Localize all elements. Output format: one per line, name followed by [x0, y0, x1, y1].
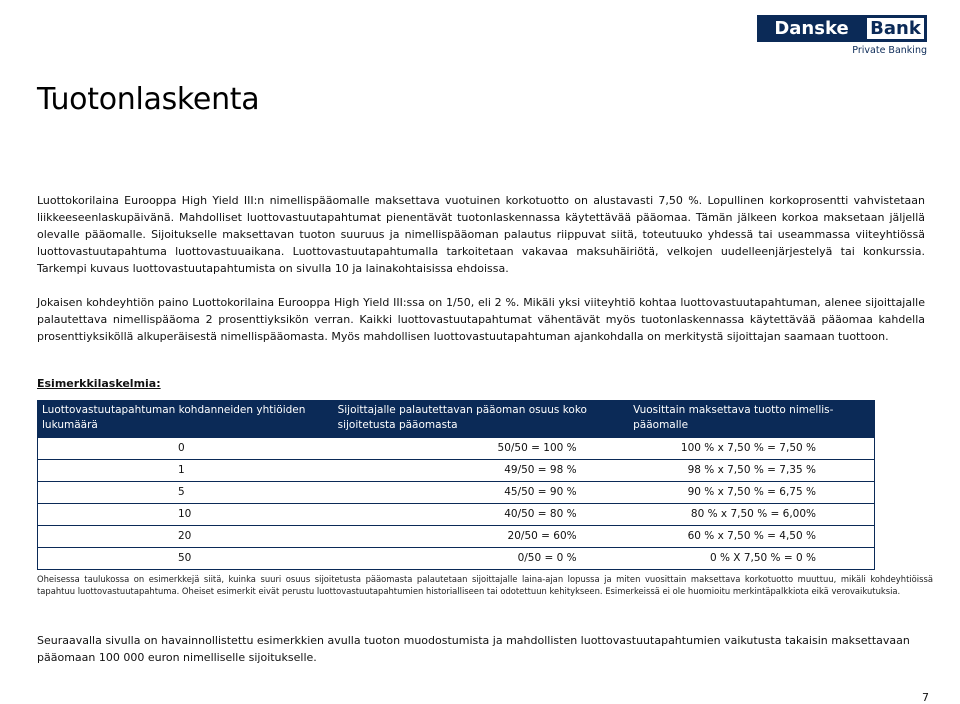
cell-yield: 98 % x 7,50 % = 7,35 %	[629, 460, 875, 482]
table-header-row	[38, 401, 875, 438]
table-row	[38, 438, 875, 460]
danske-bank-logo	[757, 15, 927, 56]
cell-capital: 45/50 = 90 %	[333, 482, 629, 504]
weight-paragraph: Jokaisen kohdeyhtiön paino Luottokorilaina Eurooppa High Yield III:ssa on 1/50, eli 2 %. Mikäli yksi viiteyhtiö kohtaa luottovastuutapahtuman, alenee sijoittajalle palautettava nimellispääoma 2 prosenttiyksikön verran. Kaikki luottovastuutapahtumat vähentävät myös tuotonlaskennassa käytettävää pääomaa kahdella prosenttiyksiköllä alkuperäisestä nimellispääomasta. Myös mahdollisen luottovastuutapahtuman ajankohdalla on merkitystä sijoittajan saamaan tuottoon.	[37, 296, 925, 343]
cell-yield: 90 % x 7,50 % = 6,75 %	[629, 482, 875, 504]
cell-events: 10	[38, 504, 334, 526]
cell-capital: 50/50 = 100 %	[333, 438, 629, 460]
logo-wordmark	[757, 15, 927, 42]
cell-events: 5	[38, 482, 334, 504]
logo-bank: Bank	[865, 16, 926, 41]
header-annual-yield: Vuosittain maksettava tuotto nimellis-pääomalle	[629, 401, 875, 438]
cell-capital: 49/50 = 98 %	[333, 460, 629, 482]
header-capital-share: Sijoittajalle palautettavan pääoman osuus koko sijoitetusta pääomasta	[333, 401, 629, 438]
examples-heading: Esimerkkilaskelmia:	[37, 377, 161, 390]
page-title: Tuotonlaskenta	[37, 82, 260, 117]
table-row	[38, 482, 875, 504]
table-row	[38, 526, 875, 548]
header-events-count: Luottovastuutapahtuman kohdanneiden yhtiöiden lukumäärä	[38, 401, 334, 438]
cell-capital: 0/50 = 0 %	[333, 548, 629, 570]
cell-capital: 20/50 = 60%	[333, 526, 629, 548]
cell-yield: 100 % x 7,50 % = 7,50 %	[629, 438, 875, 460]
examples-table	[37, 400, 875, 570]
next-page-paragraph: Seuraavalla sivulla on havainnollistettu esimerkkien avulla tuoton muodostumista ja mahdollisten luottovastuutapahtumien vaikutusta takaisin maksettavaan pääomaan 100 000 euron nimelliselle sijoitukselle.	[37, 634, 910, 664]
cell-yield: 0 % X 7,50 % = 0 %	[629, 548, 875, 570]
cell-events: 1	[38, 460, 334, 482]
cell-yield: 80 % x 7,50 % = 6,00%	[629, 504, 875, 526]
table-row	[38, 460, 875, 482]
cell-events: 50	[38, 548, 334, 570]
table-row	[38, 548, 875, 570]
page-number: 7	[922, 691, 929, 704]
table-footnote: Oheisessa taulukossa on esimerkkejä siitä, kuinka suuri osuus sijoitetusta pääomasta palautetaan sijoittajalle laina-ajan lopussa ja miten vuosittain maksettava korkotuotto muuttuu, mikäli kohdeyhtiöissä tapahtuu luottovastuutapahtuma. Oheiset esimerkit eivät perustu luottovastuutapahtumien historialliseen tai odotettuun kehitykseen. Esimerkeissä ei ole huomioitu merkintäpalkkiota eikä verovaikutuksia.	[37, 574, 933, 596]
table-row	[38, 504, 875, 526]
cell-events: 20	[38, 526, 334, 548]
cell-events: 0	[38, 438, 334, 460]
logo-subtitle: Private Banking	[852, 45, 927, 56]
cell-yield: 60 % x 7,50 % = 4,50 %	[629, 526, 875, 548]
logo-danske: Danske	[758, 16, 865, 41]
intro-paragraph: Luottokorilaina Eurooppa High Yield III:n nimellispääomalle maksettava vuotuinen korkotuotto on alustavasti 7,50 %. Lopullinen korkoprosentti vahvistetaan liikkeeseenlaskupäivänä. Mahdolliset luottovastuutapahtumat pienentävät tuotonlaskennassa käytettävää pääomaa. Tämän jälkeen korkoa maksetaan jäljellä olevalle pääomalle. Sijoitukselle maksettavan tuoton suuruus ja nimellispääoman palautus riippuvat siitä, toteutuuko yhdessä tai useammassa viiteyhtiössä luottovastuutapahtuma luottovastuuaikana. Luottovastuutapahtumalla tarkoitetaan vakavaa maksuhäiriötä, velkojen uudelleenjärjestelyä tai konkurssia. Tarkempi kuvaus luottovastuutapahtumista on sivulla 10 ja lainakohtaisissa ehdoissa.	[37, 194, 925, 275]
cell-capital: 40/50 = 80 %	[333, 504, 629, 526]
